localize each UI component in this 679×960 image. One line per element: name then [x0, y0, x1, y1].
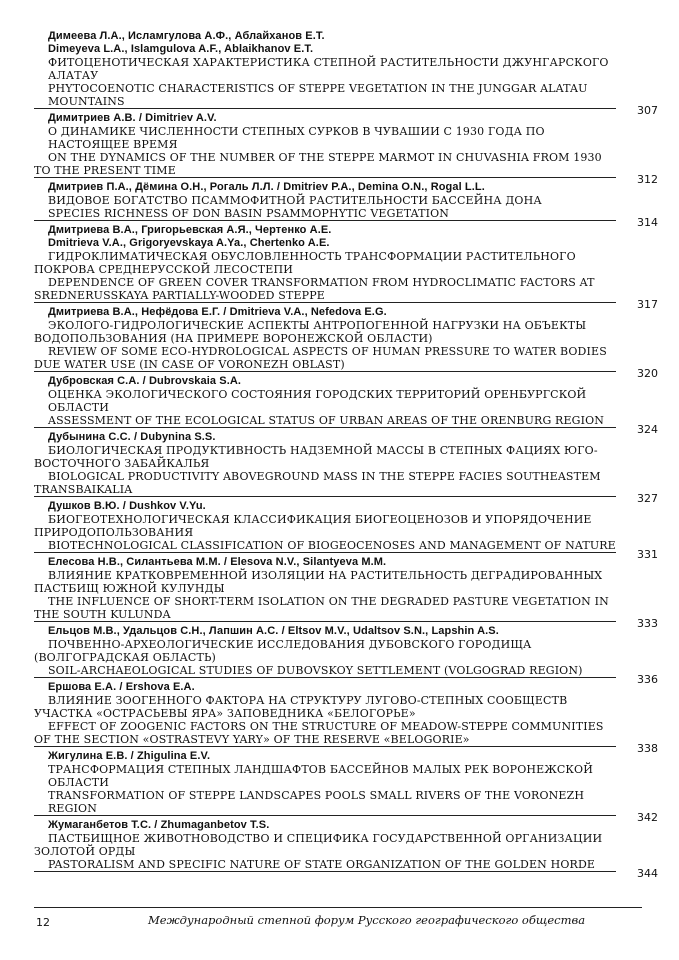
entry-page-number: 342 [637, 811, 658, 824]
entry-title-en: PHYTOCOENOTIC CHARACTERISTICS OF STEPPE VEGETATION IN THE JUNGGAR ALATAU MOUNTAINS [34, 82, 616, 109]
entry-page-number: 324 [637, 423, 658, 436]
entry-title-en: SOIL-ARCHAEOLOGICAL STUDIES OF DUBOVSKOY SETTLEMENT (VOLGOGRAD REGION) [34, 664, 616, 678]
entry-page-number: 338 [637, 742, 658, 755]
entry-title-en: BIOLOGICAL PRODUCTIVITY ABOVEGROUND MASS IN THE STEPPE FACIES SOUTHEASTEM TRANSBAIKALIA [34, 470, 616, 497]
entry-authors-ru: Дмитриева В.А., Григорьевская А.Я., Чертенко А.Е. [48, 224, 332, 236]
toc-entry [34, 625, 658, 686]
entry-title-ru: ВЛИЯНИЕ КРАТКОВРЕМЕННОЙ ИЗОЛЯЦИИ НА РАСТИТЕЛЬНОСТЬ ДЕГРАДИРОВАННЫХ ПАСТБИЩ ЮЖНОЙ КУЛУНДЫ [34, 569, 603, 595]
toc-entry [34, 181, 658, 229]
toc-entry [34, 431, 658, 505]
entry-authors-ru: Димеева Л.А., Исламгулова А.Ф., Аблайханов Е.Т. [48, 30, 325, 42]
entry-title-ru: ФИТОЦЕНОТИЧЕСКАЯ ХАРАКТЕРИСТИКА СТЕПНОЙ РАСТИТЕЛЬНОСТИ ДЖУНГАРСКОГО АЛАТАУ [48, 56, 609, 82]
entry-authors: Дубынина С.С. / Dubynina S.S. [48, 431, 216, 443]
entry-title-en: BIOTECHNOLOGICAL CLASSIFICATION OF BIOGEOCENOSES AND MANAGEMENT OF NATURE [34, 539, 616, 553]
entry-authors: Жумаганбетов Т.С. / Zhumaganbetov T.S. [48, 819, 270, 831]
entry-page-number: 333 [637, 617, 658, 630]
entry-title-ru: ВЛИЯНИЕ ЗООГЕННОГО ФАКТОРА НА СТРУКТУРУ ЛУГОВО-СТЕПНЫХ СООБЩЕСТВ УЧАСТКА «ОСТРАСЬЕВЫ ЯРА» ЗАПОВЕДНИКА «БЕЛОГОРЬЕ» [34, 694, 568, 720]
entry-title-ru: О ДИНАМИКЕ ЧИСЛЕННОСТИ СТЕПНЫХ СУРКОВ В ЧУВАШИИ С 1930 ГОДА ПО НАСТОЯЩЕЕ ВРЕМЯ [48, 125, 545, 151]
toc-entry [34, 500, 658, 561]
entry-title-ru: ОЦЕНКА ЭКОЛОГИЧЕСКОГО СОСТОЯНИЯ ГОРОДСКИХ ТЕРРИТОРИЙ ОРЕНБУРГСКОЙ ОБЛАСТИ [48, 388, 587, 414]
entry-authors: Димитриев А.В. / Dimitriev A.V. [48, 112, 217, 124]
entry-page-number: 327 [637, 492, 658, 505]
entry-title-en: THE INFLUENCE OF SHORT-TERM ISOLATION ON THE DEGRADED PASTURE VEGETATION IN THE SOUTH KULUNDA [34, 595, 616, 622]
entry-authors: Елесова Н.В., Силантьева М.М. / Elesova N.V., Silantyeva M.M. [48, 556, 387, 568]
toc-entry [34, 556, 658, 630]
entry-page-number: 314 [637, 216, 658, 229]
toc-entry [34, 681, 658, 755]
entry-authors: Дмитриева В.А., Нефёдова Е.Г. / Dmitrieva V.A., Nefedova E.G. [48, 306, 387, 318]
entry-page-number: 331 [637, 548, 658, 561]
entry-authors-en: Dimeyeva L.A., Islamgulova A.F., Ablaikhanov E.T. [48, 43, 314, 55]
entry-title-en: PASTORALISM AND SPECIFIC NATURE OF STATE ORGANIZATION OF THE GOLDEN HORDE [34, 858, 616, 872]
toc-entry [34, 30, 658, 117]
entry-page-number: 317 [637, 298, 658, 311]
entry-title-en: REVIEW OF SOME ECO-HYDROLOGICAL ASPECTS OF HUMAN PRESSURE TO WATER BODIES DUE WATER USE (IN CASE OF VORONEZH OBLAST) [34, 345, 616, 372]
footer-page-number: 12 [36, 916, 50, 929]
toc-entry [34, 750, 658, 824]
toc-entry [34, 306, 658, 380]
entry-authors: Дмитриев П.А., Дёмина О.Н., Рогаль Л.Л. / Dmitriev P.A., Demina O.N., Rogal L.L. [48, 181, 485, 193]
footer-divider [34, 907, 642, 908]
entry-title-ru: ГИДРОКЛИМАТИЧЕСКАЯ ОБУСЛОВЛЕННОСТЬ ТРАНСФОРМАЦИИ РАСТИТЕЛЬНОГО ПОКРОВА СРЕДНЕРУССКОЙ ЛЕСОСТЕПИ [34, 250, 576, 276]
entry-authors-en: Dmitrieva V.A., Grigoryevskaya A.Ya., Chertenko A.E. [48, 237, 330, 249]
entry-title-ru: БИОГЕОТЕХНОЛОГИЧЕСКАЯ КЛАССИФИКАЦИЯ БИОГЕОЦЕНОЗОВ И УПОРЯДОЧЕНИЕ ПРИРОДОПОЛЬЗОВАНИЯ [34, 513, 592, 539]
entry-title-ru: ЭКОЛОГО-ГИДРОЛОГИЧЕСКИЕ АСПЕКТЫ АНТРОПОГЕННОЙ НАГРУЗКИ НА ОБЪЕКТЫ ВОДОПОЛЬЗОВАНИЯ (НА ПРИМЕРЕ ВОРОНЕЖСКОЙ ОБЛАСТИ) [34, 319, 587, 345]
entry-page-number: 336 [637, 673, 658, 686]
entry-title-en: SPECIES RICHNESS OF DON BASIN PSAMMOPHYTIC VEGETATION [34, 207, 616, 221]
toc-entry [34, 224, 658, 311]
entry-title-en: EFFECT OF ZOOGENIC FACTORS ON THE STRUCTURE OF MEADOW-STEPPE COMMUNITIES OF THE SECTION «OSTRASTEVY YARY» OF THE RESERVE «BELOGORIE» [34, 720, 616, 747]
entry-page-number: 307 [637, 104, 658, 117]
entry-title-en: DEPENDENCE OF GREEN COVER TRANSFORMATION FROM HYDROCLIMATIC FACTORS AT SREDNERUSSKAYA PARTIALLY-WOODED STEPPE [34, 276, 616, 303]
footer-running-title: Международный степной форум Русского географического общества [148, 913, 586, 927]
entry-authors: Ершова Е.А. / Ershova E.A. [48, 681, 195, 693]
entry-title-ru: ТРАНСФОРМАЦИЯ СТЕПНЫХ ЛАНДШАФТОВ БАССЕЙНОВ МАЛЫХ РЕК ВОРОНЕЖСКОЙ ОБЛАСТИ [48, 763, 593, 789]
entry-authors: Дубровская С.А. / Dubrovskaia S.A. [48, 375, 242, 387]
entry-title-en: ASSESSMENT OF THE ECOLOGICAL STATUS OF URBAN AREAS OF THE ORENBURG REGION [34, 414, 616, 428]
toc-entry [34, 375, 658, 436]
entry-page-number: 344 [637, 867, 658, 880]
entry-title-ru: ВИДОВОЕ БОГАТСТВО ПСАММОФИТНОЙ РАСТИТЕЛЬНОСТИ БАССЕЙНА ДОНА [48, 194, 542, 207]
table-of-contents [34, 30, 658, 880]
entry-page-number: 312 [637, 173, 658, 186]
toc-entry [34, 819, 658, 880]
entry-authors: Душков В.Ю. / Dushkov V.Yu. [48, 500, 206, 512]
entry-authors: Ельцов М.В., Удальцов С.Н., Лапшин А.С. / Eltsov M.V., Udaltsov S.N., Lapshin A.S. [48, 625, 499, 637]
entry-title-en: TRANSFORMATION OF STEPPE LANDSCAPES POOLS SMALL RIVERS OF THE VORONEZH REGION [34, 789, 616, 816]
entry-authors: Жигулина Е.В. / Zhigulina E.V. [48, 750, 211, 762]
entry-title-ru: ПОЧВЕННО-АРХЕОЛОГИЧЕСКИЕ ИССЛЕДОВАНИЯ ДУБОВСКОГО ГОРОДИЩА (ВОЛГОГРАДСКАЯ ОБЛАСТЬ) [34, 638, 532, 664]
toc-entry [34, 112, 658, 186]
entry-title-ru: БИОЛОГИЧЕСКАЯ ПРОДУКТИВНОСТЬ НАДЗЕМНОЙ МАССЫ В СТЕПНЫХ ФАЦИЯХ ЮГО-ВОСТОЧНОГО ЗАБАЙКАЛЬЯ [34, 444, 598, 470]
entry-title-ru: ПАСТБИЩНОЕ ЖИВОТНОВОДСТВО И СПЕЦИФИКА ГОСУДАРСТВЕННОЙ ОРГАНИЗАЦИИ ЗОЛОТОЙ ОРДЫ [34, 832, 603, 858]
entry-title-en: ON THE DYNAMICS OF THE NUMBER OF THE STEPPE MARMOT IN CHUVASHIA FROM 1930 TO THE PRESENT TIME [34, 151, 616, 178]
entry-page-number: 320 [637, 367, 658, 380]
